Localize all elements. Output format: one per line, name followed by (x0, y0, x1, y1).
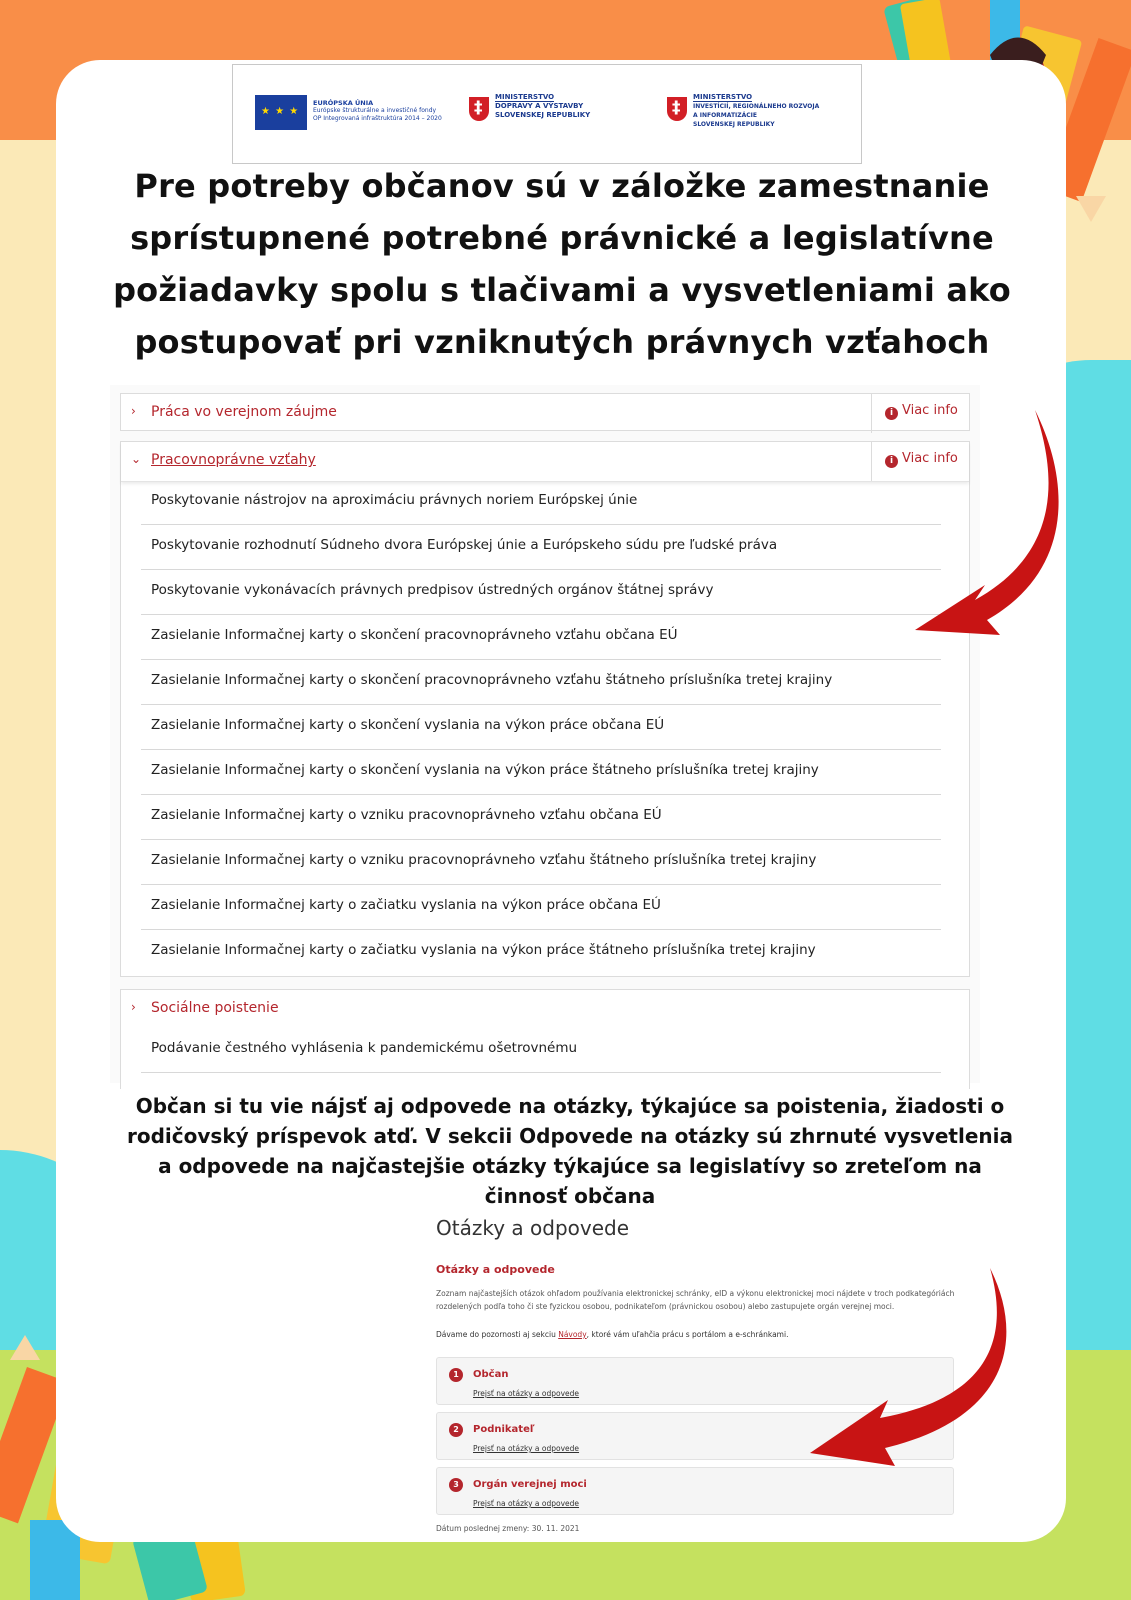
ministry2-line3: SLOVENSKEJ REPUBLIKY (693, 121, 775, 128)
number-badge: 1 (449, 1368, 463, 1382)
slovak-crest-icon (667, 97, 687, 121)
qa-category-label[interactable]: Občan (473, 1369, 509, 1380)
eu-logo-line2: OP Integrovaná infraštruktúra 2014 – 2020 (313, 115, 442, 122)
ministry1-line2: SLOVENSKEJ REPUBLIKY (495, 111, 591, 119)
accordion-title[interactable]: Sociálne poistenie (151, 1000, 279, 1016)
service-item[interactable]: Poskytovanie vykonávacích právnych predpisov ústredných orgánov štátnej správy (141, 570, 941, 615)
service-items-list (141, 480, 941, 975)
ministry-transport-logo (495, 93, 655, 120)
accordion-section-public-work[interactable] (120, 393, 970, 431)
service-item[interactable]: Zasielanie Informačnej karty o začiatku vyslania na výkon práce štátneho príslušníka tretej krajiny (151, 942, 816, 958)
eu-logo-text (313, 99, 463, 123)
citizen-info-paragraph: Občan si tu vie nájsť aj odpovede na otázky, týkajúce sa poistenia, žiadosti o rodičovský príspevok atď. V sekcii Odpovede na otázky sú zhrnuté vysvetlenia a odpovede na najčastejšie otázky týkajúce sa legislatívy so zreteľom na činnosť občana (127, 1094, 1013, 1208)
service-item[interactable]: Zasielanie Informačnej karty o skončení vyslania na výkon práce štátneho príslušníka tretej krajiny (141, 750, 941, 795)
qa-page-title: Otázky a odpovede (436, 1216, 630, 1240)
slovak-crest-icon (469, 97, 489, 121)
service-item[interactable]: Zasielanie Informačnej karty o skončení pracovnoprávneho vzťahu občana EÚ (141, 615, 941, 660)
info-icon: i (885, 407, 898, 420)
more-info-label: Viac info (902, 403, 958, 418)
qa-category-link[interactable]: Prejsť na otázky a odpovede (473, 1389, 580, 1398)
service-list-panel (110, 385, 980, 1083)
service-item[interactable]: Zasielanie Informačnej karty o skončení pracovnoprávneho vzťahu štátneho príslušníka tretej krajiny (141, 660, 941, 705)
ministry1-line1: DOPRAVY A VÝSTAVBY (495, 102, 584, 110)
accordion-section-employment-relations (120, 441, 970, 977)
eu-logo-title: EURÓPSKA ÚNIA (313, 99, 374, 107)
accordion-header[interactable] (121, 394, 969, 434)
accordion-header[interactable] (121, 442, 969, 482)
qa-category-public-authority[interactable] (436, 1467, 954, 1515)
ministry2-line2: A INFORMATIZÁCIE (693, 112, 758, 119)
ministry1-title: MINISTERSTVO (495, 93, 555, 101)
number-badge: 2 (449, 1423, 463, 1437)
info-icon: i (885, 455, 898, 468)
number-badge: 3 (449, 1478, 463, 1492)
accordion-section-social-insurance (120, 989, 970, 1089)
qa-category-link[interactable]: Prejsť na otázky a odpovede (473, 1444, 580, 1453)
qa-note-before: Dávame do pozornosti aj sekciu (436, 1330, 559, 1339)
chevron-down-icon: ⌄ (131, 452, 142, 466)
accordion-header[interactable] (121, 990, 969, 1030)
main-heading: Pre potreby občanov sú v záložke zamestnanie sprístupnené potrebné právnické a legislatívne požiadavky spolu s tlačivami a vysvetleniami ako postupovať pri vzniknutých právnych vzťahoch (113, 167, 1011, 361)
qa-subtitle: Otázky a odpovede (436, 1263, 555, 1276)
more-info-label: Viac info (902, 451, 958, 466)
eu-logo-line1: Európske štrukturálne a investičné fondy (313, 107, 437, 114)
chevron-right-icon: › (131, 1000, 136, 1014)
qa-category-label[interactable]: Podnikateľ (473, 1424, 535, 1435)
guides-link[interactable]: Návody (558, 1330, 587, 1339)
service-item[interactable]: Zasielanie Informačnej karty o vzniku pracovnoprávneho vzťahu občana EÚ (141, 795, 941, 840)
service-item[interactable]: Podávanie čestného vyhlásenia k pandemickému ošetrovnému (141, 1028, 941, 1073)
red-arrow-icon (810, 1268, 1030, 1468)
qa-description: Zoznam najčastejších otázok ohľadom používania elektronickej schránky, eID a výkonu elektronickej moci nájdete v troch podkategóriách rozdelených podľa toho či ste fyzickou osobou, podnikateľom (právnickou osobou) alebo zastupujete orgán verejnej moci. (436, 1289, 955, 1311)
qa-category-link[interactable]: Prejsť na otázky a odpovede (473, 1499, 580, 1508)
qa-note-after: , ktoré vám uľahčia prácu s portálom a e-schránkami. (586, 1330, 789, 1339)
ministry2-title: MINISTERSTVO (693, 93, 753, 101)
red-arrow-icon (905, 410, 1085, 640)
accordion-title[interactable]: Práca vo verejnom záujme (151, 404, 337, 420)
service-item[interactable]: Zasielanie Informačnej karty o skončení vyslania na výkon práce občana EÚ (141, 705, 941, 750)
chevron-right-icon: › (131, 404, 136, 418)
service-item[interactable]: Poskytovanie nástrojov na aproximáciu právnych noriem Európskej únie (141, 480, 941, 525)
service-item[interactable]: Poskytovanie rozhodnutí Súdneho dvora Európskej únie a Európskeho súdu pre ľudské práva (141, 525, 941, 570)
accordion-title[interactable]: Pracovnoprávne vzťahy (151, 452, 316, 468)
service-item[interactable]: Zasielanie Informačnej karty o vzniku pracovnoprávneho vzťahu štátneho príslušníka tretej krajiny (141, 840, 941, 885)
last-modified-date: Dátum poslednej zmeny: 30. 11. 2021 (436, 1524, 580, 1533)
eu-flag-icon (255, 95, 307, 130)
qa-category-label[interactable]: Orgán verejnej moci (473, 1479, 587, 1490)
ministry-investment-logo (693, 93, 843, 129)
logos-strip (232, 64, 862, 164)
ministry2-line1: INVESTÍCIÍ, REGIONÁLNEHO ROZVOJA (693, 103, 820, 110)
qa-note (436, 1330, 788, 1339)
service-item[interactable]: Zasielanie Informačnej karty o začiatku vyslania na výkon práce občana EÚ (141, 885, 941, 930)
